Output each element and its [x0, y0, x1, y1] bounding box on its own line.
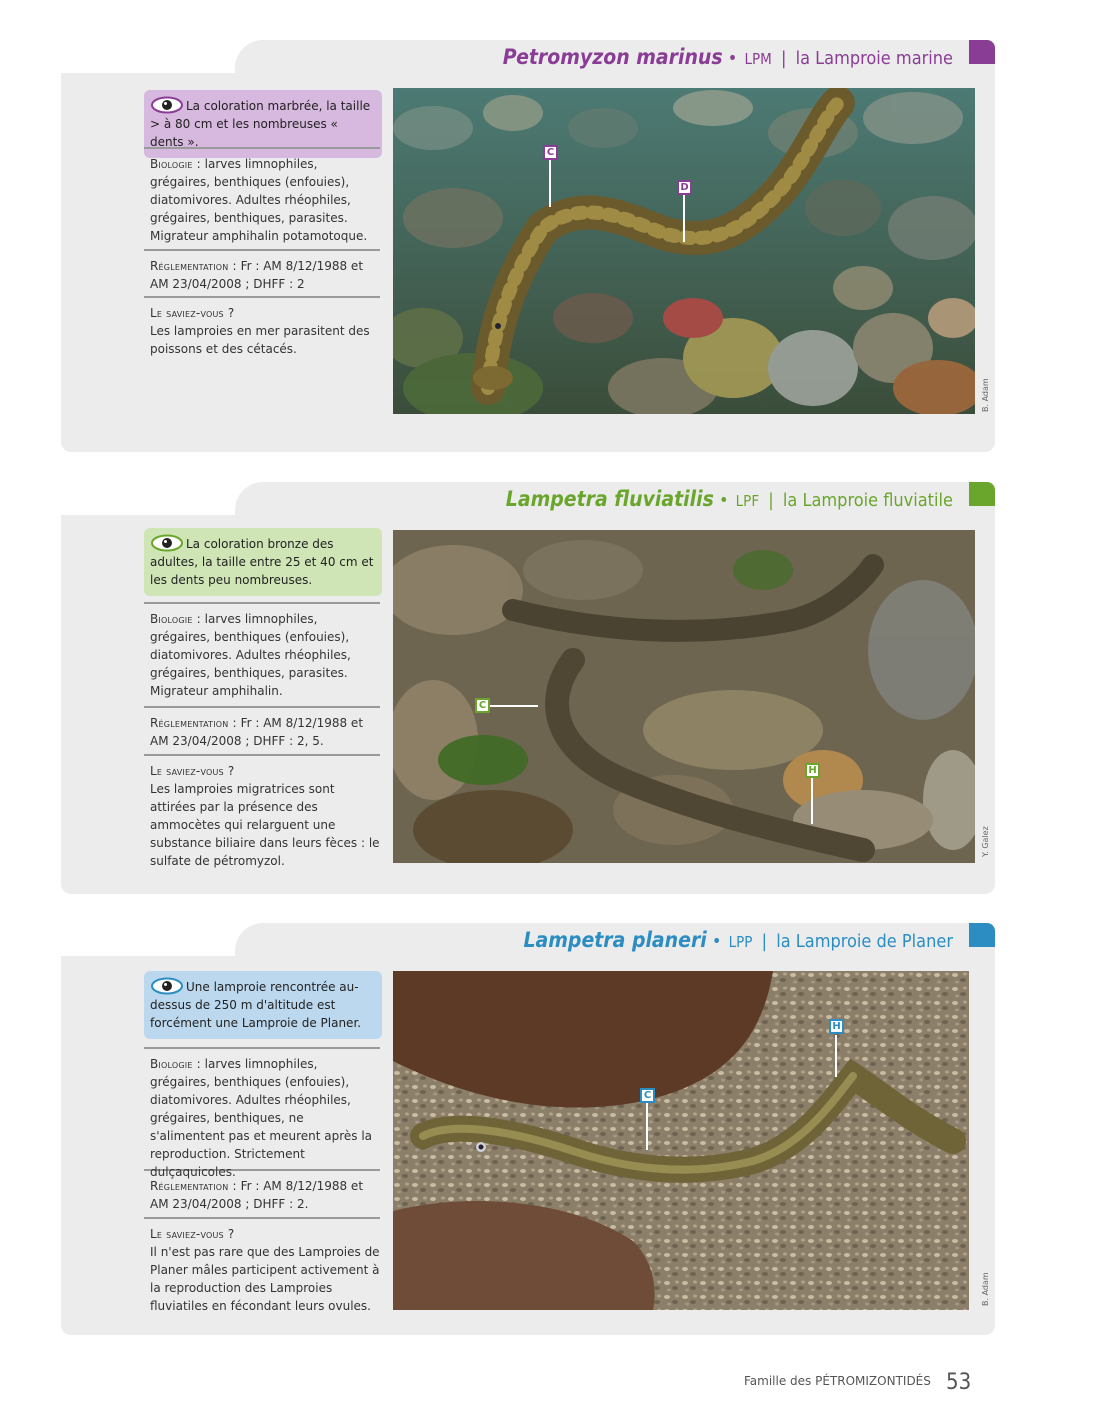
reglementation-text: Fr : AM 8/12/1988 et AM 23/04/2008 ; DHFF : 2, 5.	[150, 716, 364, 748]
marker-h: H	[829, 1019, 844, 1034]
page-number: 53	[946, 1370, 972, 1395]
common-name: la Lamproie marine	[795, 48, 953, 69]
footer-family: Famille des PÉTROMIZONTIDÉS	[744, 1374, 931, 1388]
marker-c: C	[640, 1088, 655, 1103]
identification-box	[144, 971, 382, 1039]
marker-c: C	[475, 698, 490, 713]
species-photo	[393, 530, 975, 863]
reglementation-label: Réglementation :	[150, 716, 237, 730]
biologie-block	[144, 602, 380, 706]
species-title: Lampetra fluviatilis • LPF | la Lamproie fluviatile	[505, 487, 953, 511]
species-card-fluviatilis	[61, 482, 995, 894]
species-photo	[393, 88, 975, 414]
saviez-label: Le saviez-vous ?	[150, 764, 235, 778]
lamprey-marine-photo	[393, 88, 975, 414]
species-code: LPM	[744, 50, 772, 68]
species-title: Petromyzon marinus • LPM | la Lamproie marine	[502, 45, 953, 69]
reglementation-text: Fr : AM 8/12/1988 et AM 23/04/2008 ; DHFF : 2.	[150, 1179, 364, 1211]
marker-leader	[646, 1103, 648, 1150]
reglementation-label: Réglementation :	[150, 259, 237, 273]
biologie-label: Biologie :	[150, 612, 201, 626]
photo-credit: B. Adam	[981, 1272, 990, 1306]
eye-icon	[150, 96, 184, 114]
identification-box	[144, 528, 382, 596]
info-column	[144, 1047, 380, 1319]
marker-c: C	[543, 145, 558, 160]
saviez-label: Le saviez-vous ?	[150, 306, 235, 320]
reglementation-block	[144, 1169, 380, 1217]
marker-leader	[549, 160, 551, 207]
common-name: la Lamproie fluviatile	[782, 490, 953, 511]
identification-text: La coloration bronze des adultes, la taille entre 25 et 40 cm et les dents peu nombreuses.	[150, 537, 374, 587]
photo-credit: B. Adam	[981, 378, 990, 412]
photo-credit: Y. Galez	[981, 826, 990, 857]
biologie-text: larves limnophiles, grégaires, benthiques (enfouies), diatomivores. Adultes rhéophiles, grégaires, benthiques, parasites. Migrateur amphihalin potamotoque.	[150, 157, 368, 243]
scientific-name: Lampetra planeri	[523, 928, 707, 952]
saviez-text: Il n'est pas rare que des Lamproies de Planer mâles participent activement à la reproduction des Lamproies fluviatiles en fécondant leurs ovules.	[150, 1245, 380, 1313]
identification-text: La coloration marbrée, la taille > à 80 cm et les nombreuses « dents ».	[150, 99, 371, 149]
info-column	[144, 147, 380, 362]
eye-icon	[150, 977, 184, 995]
lamprey-planer-photo	[393, 971, 969, 1310]
species-photo	[393, 971, 969, 1310]
biologie-block	[144, 147, 380, 249]
reglementation-block	[144, 706, 380, 754]
saviez-block	[144, 754, 380, 874]
marker-d: D	[677, 180, 692, 195]
color-corner-tab	[969, 40, 995, 64]
species-code: LPF	[735, 492, 760, 510]
species-card-petromyzon	[61, 40, 995, 452]
species-title: Lampetra planeri • LPP | la Lamproie de Planer	[523, 928, 953, 952]
marker-leader	[835, 1035, 837, 1077]
eye-icon	[150, 534, 184, 552]
marker-h: H	[805, 763, 820, 778]
biologie-text: larves limnophiles, grégaires, benthiques (enfouies), diatomivores. Adultes rhéophiles, grégaires, benthiques, ne s'alimentent pas et meurent après la reproduction. Strictement dulçaquicoles.	[150, 1057, 373, 1179]
identification-text: Une lamproie rencontrée au-dessus de 250 m d'altitude est forcément une Lamproie de Planer.	[150, 980, 362, 1030]
saviez-block	[144, 296, 380, 362]
biologie-label: Biologie :	[150, 157, 201, 171]
color-corner-tab	[969, 482, 995, 506]
lamprey-fluviatile-photo	[393, 530, 975, 863]
saviez-block	[144, 1217, 380, 1319]
marker-leader	[811, 778, 813, 824]
biologie-block	[144, 1047, 380, 1179]
saviez-text: Les lamproies migratrices sont attirées par la présence des ammocètes qui relarguent une substance biliaire dans leurs fèces : le sulfate de pétromyzol.	[150, 782, 380, 868]
info-column	[144, 602, 380, 874]
species-card-planeri	[61, 923, 995, 1335]
reglementation-block	[144, 249, 380, 296]
biologie-label: Biologie :	[150, 1057, 201, 1071]
marker-leader	[683, 195, 685, 242]
reglementation-text: Fr : AM 8/12/1988 et AM 23/04/2008 ; DHFF : 2	[150, 259, 364, 291]
scientific-name: Petromyzon marinus	[502, 45, 723, 69]
reglementation-label: Réglementation :	[150, 1179, 237, 1193]
biologie-text: larves limnophiles, grégaires, benthiques (enfouies), diatomivores. Adultes rhéophiles, grégaires, benthiques, parasites. Migrateur amphihalin.	[150, 612, 351, 698]
common-name: la Lamproie de Planer	[776, 931, 953, 952]
marker-leader	[490, 705, 538, 707]
species-code: LPP	[728, 933, 753, 951]
saviez-label: Le saviez-vous ?	[150, 1227, 235, 1241]
saviez-text: Les lamproies en mer parasitent des poissons et des cétacés.	[150, 324, 370, 356]
scientific-name: Lampetra fluviatilis	[505, 487, 714, 511]
color-corner-tab	[969, 923, 995, 947]
